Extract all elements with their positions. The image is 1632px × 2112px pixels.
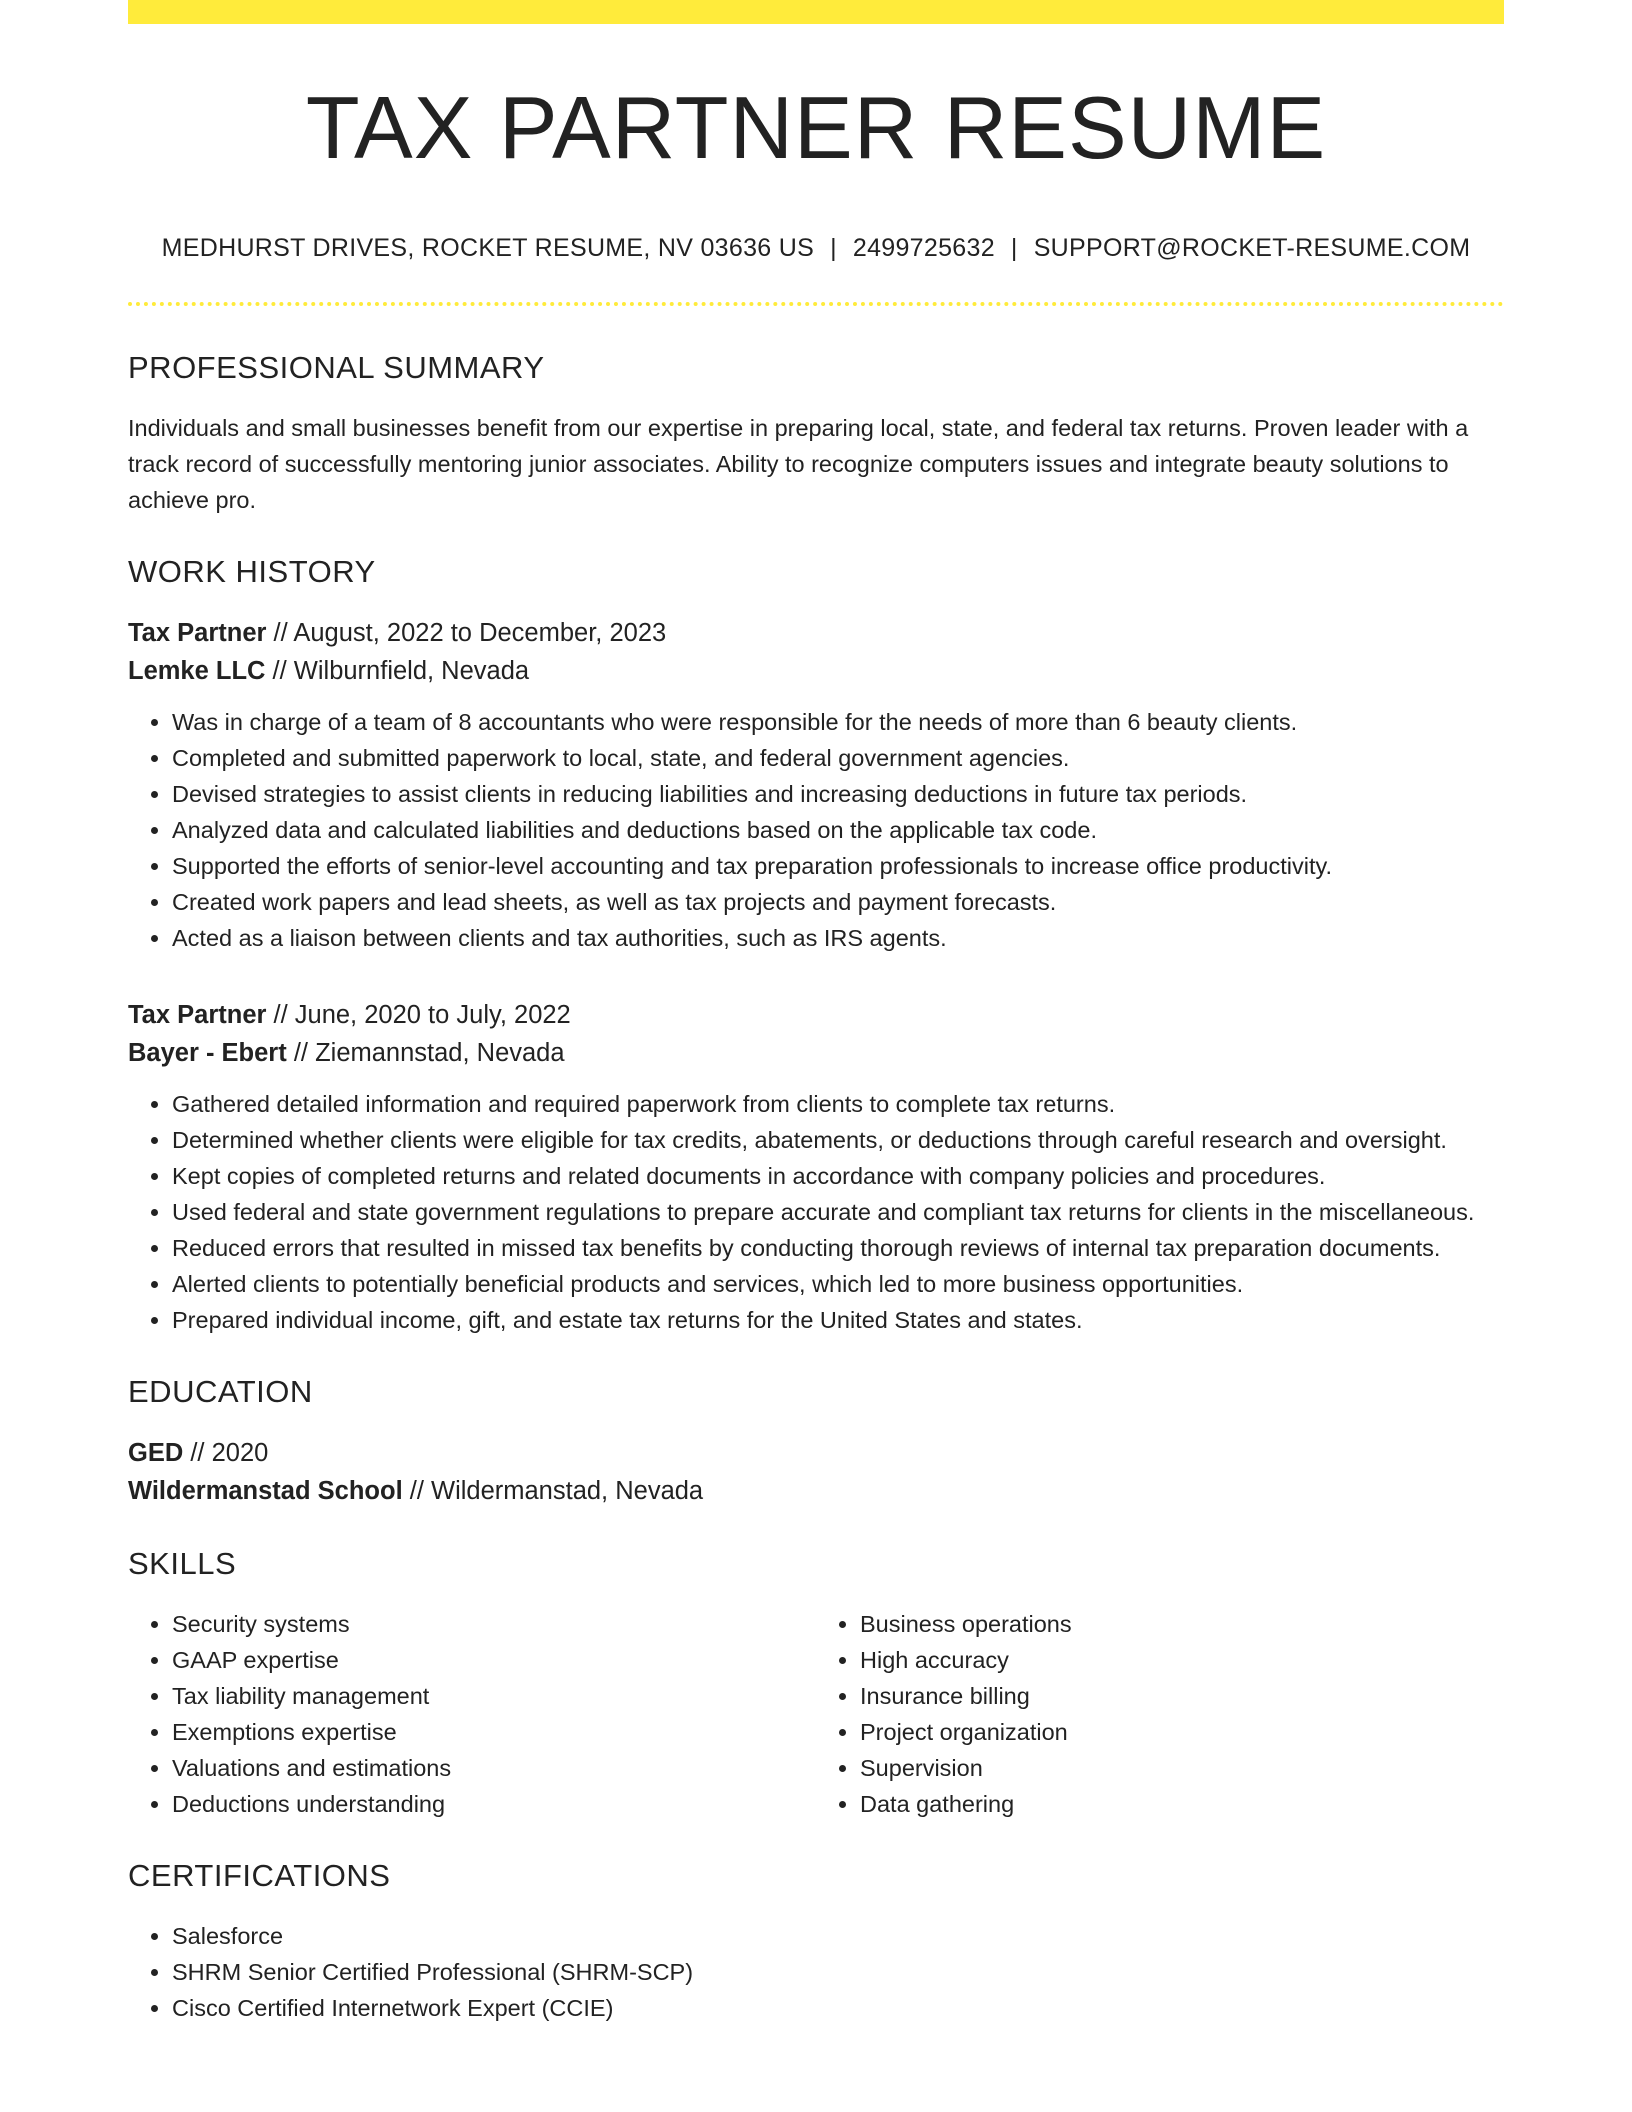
skills-heading: SKILLS xyxy=(128,1546,237,1581)
school-line xyxy=(128,1472,1504,1510)
job-dates: // June, 2020 to July, 2022 xyxy=(266,1001,571,1029)
list-item: • Used federal and state government regulations to prepare accurate and compliant tax returns for clients in the miscellaneous. xyxy=(172,1194,1504,1230)
dotted-divider xyxy=(128,302,1504,306)
list-item: • Gathered detailed information and required paperwork from clients to complete tax returns. xyxy=(172,1086,1504,1122)
list-item: • Valuations and estimations xyxy=(172,1750,816,1786)
phone: 2499725632 xyxy=(852,234,995,262)
degree-line xyxy=(128,1434,1504,1472)
company-location: // Ziemannstad, Nevada xyxy=(286,1039,565,1067)
list-item: • Alerted clients to potentially beneficial products and services, which led to more business opportunities. xyxy=(172,1266,1504,1302)
job-title-line xyxy=(128,614,1504,652)
list-item: • Data gathering xyxy=(860,1786,1504,1822)
summary-heading: PROFESSIONAL SUMMARY xyxy=(128,350,545,385)
list-item: • Was in charge of a team of 8 accountants who were responsible for the needs of more than 6 beauty clients. xyxy=(172,704,1504,740)
job-bullets xyxy=(128,704,1504,956)
resume-page xyxy=(128,0,1504,2026)
list-item: • Salesforce xyxy=(172,1918,1504,1954)
certifications-section xyxy=(128,1918,1504,2026)
company-line xyxy=(128,652,1504,690)
list-item: • Project organization xyxy=(860,1714,1504,1750)
degree-year: // 2020 xyxy=(183,1439,269,1467)
certifications-list xyxy=(128,1918,1504,2026)
education-entry xyxy=(128,1434,1504,1510)
certifications-heading: CERTIFICATIONS xyxy=(128,1858,391,1893)
education-heading: EDUCATION xyxy=(128,1374,313,1409)
list-item: • Exemptions expertise xyxy=(172,1714,816,1750)
list-item: • Supervision xyxy=(860,1750,1504,1786)
company-line xyxy=(128,1034,1504,1072)
job-entry xyxy=(128,996,1504,1338)
list-item: • Insurance billing xyxy=(860,1678,1504,1714)
list-item: • Kept copies of completed returns and related documents in accordance with company policies and procedures. xyxy=(172,1158,1504,1194)
work-history-heading: WORK HISTORY xyxy=(128,554,376,589)
company-location: // Wilburnfield, Nevada xyxy=(265,657,530,685)
resume-title: TAX PARTNER RESUME xyxy=(305,78,1327,177)
list-item: • High accuracy xyxy=(860,1642,1504,1678)
email: SUPPORT@ROCKET-RESUME.COM xyxy=(1033,234,1471,262)
list-item: • Cisco Certified Internetwork Expert (CCIE) xyxy=(172,1990,1504,2026)
summary-text: Individuals and small businesses benefit from our expertise in preparing local, state, and federal tax returns. Proven leader with a track record of successfully mentoring junior associates. Ability to recognize computers issues and integrate beauty solutions to achieve pro. xyxy=(128,415,1469,513)
school-location: // Wildermanstad, Nevada xyxy=(402,1477,704,1505)
skills-right xyxy=(816,1606,1504,1822)
list-item: • Completed and submitted paperwork to local, state, and federal government agencies. xyxy=(172,740,1504,776)
list-item: • Supported the efforts of senior-level accounting and tax preparation professionals to increase office productivity. xyxy=(172,848,1504,884)
list-item: • Security systems xyxy=(172,1606,816,1642)
job-title: Tax Partner xyxy=(128,619,267,647)
list-item: • Created work papers and lead sheets, as well as tax projects and payment forecasts. xyxy=(172,884,1504,920)
job-title: Tax Partner xyxy=(128,1001,267,1029)
job-bullets xyxy=(128,1086,1504,1338)
contact-line xyxy=(128,234,1504,263)
list-item: • Devised strategies to assist clients in reducing liabilities and increasing deductions in future tax periods. xyxy=(172,776,1504,812)
company-name: Lemke LLC xyxy=(128,657,266,685)
list-item: • Deductions understanding xyxy=(172,1786,816,1822)
job-dates: // August, 2022 to December, 2023 xyxy=(266,619,667,647)
degree: GED xyxy=(128,1439,184,1467)
company-name: Bayer - Ebert xyxy=(128,1039,287,1067)
job-title-line xyxy=(128,996,1504,1034)
address: MEDHURST DRIVES, ROCKET RESUME, NV 03636 US xyxy=(161,234,815,262)
separator: | xyxy=(830,234,837,262)
school-name: Wildermanstad School xyxy=(128,1477,403,1505)
list-item: • SHRM Senior Certified Professional (SHRM-SCP) xyxy=(172,1954,1504,1990)
skills-left xyxy=(128,1606,816,1822)
list-item: • Business operations xyxy=(860,1606,1504,1642)
list-item: • Reduced errors that resulted in missed tax benefits by conducting thorough reviews of internal tax preparation documents. xyxy=(172,1230,1504,1266)
list-item: • Determined whether clients were eligible for tax credits, abatements, or deductions through careful research and oversight. xyxy=(172,1122,1504,1158)
job-entry xyxy=(128,614,1504,956)
list-item: • Acted as a liaison between clients and tax authorities, such as IRS agents. xyxy=(172,920,1504,956)
list-item: • Prepared individual income, gift, and estate tax returns for the United States and states. xyxy=(172,1302,1504,1338)
skills-columns xyxy=(128,1606,1504,1822)
list-item: • GAAP expertise xyxy=(172,1642,816,1678)
list-item: • Tax liability management xyxy=(172,1678,816,1714)
separator: | xyxy=(1010,234,1018,262)
list-item: • Analyzed data and calculated liabilities and deductions based on the applicable tax code. xyxy=(172,812,1504,848)
accent-bar xyxy=(128,0,1504,24)
